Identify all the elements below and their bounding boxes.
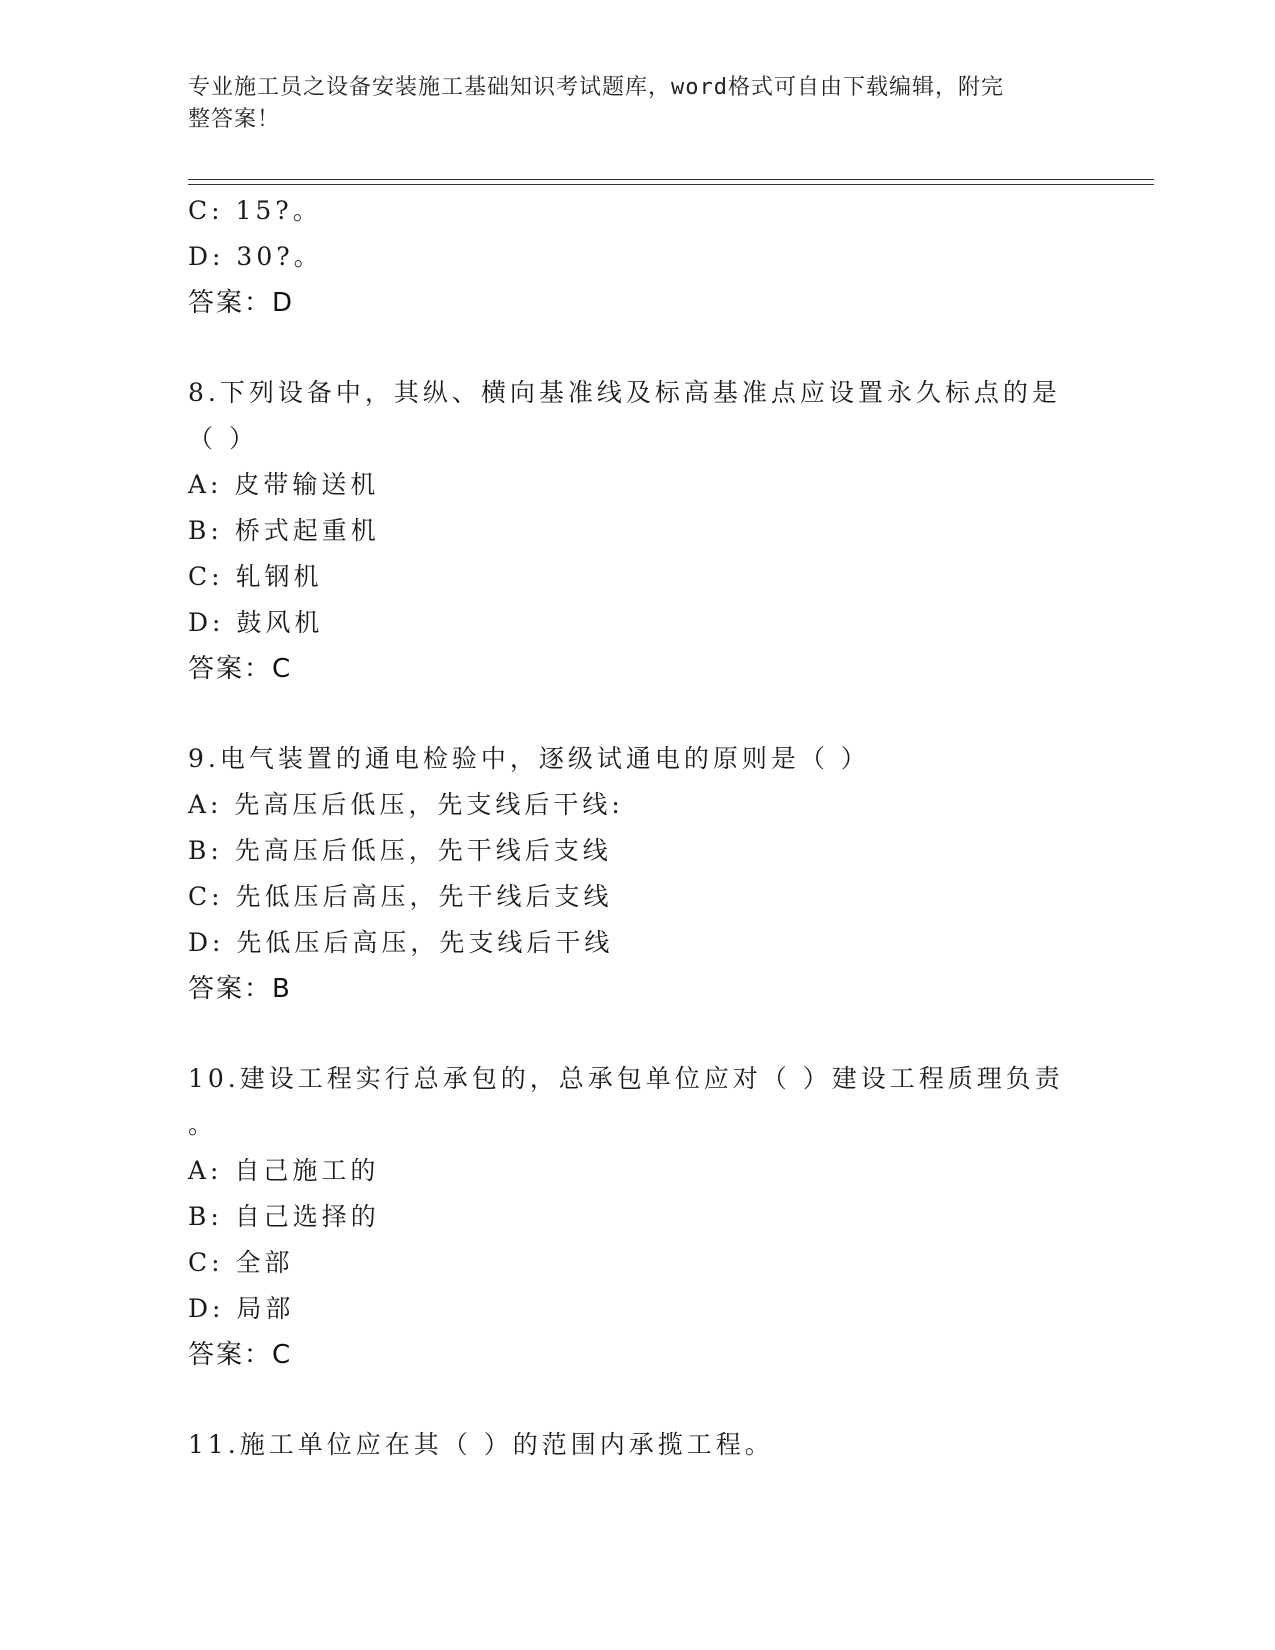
q10-answer: 答案：C — [188, 1340, 293, 1370]
q10-stem-line-2: 。 — [188, 1110, 218, 1139]
question-9 — [188, 736, 1088, 1012]
q7-answer: 答案：D — [188, 288, 295, 318]
document-header — [188, 72, 1068, 136]
header-divider-bottom — [188, 184, 1154, 185]
header-line-2: 整答案！ — [188, 107, 281, 132]
question-11 — [188, 1422, 1088, 1468]
q10-option-b: B: 自己选择的 — [188, 1202, 380, 1231]
q8-option-a: A: 皮带输送机 — [188, 470, 380, 499]
q10-stem-line-1: 10.建设工程实行总承包的，总承包单位应对（ ）建设工程质理负责 — [188, 1064, 1064, 1093]
q8-stem-line-1: 8.下列设备中，其纵、横向基准线及标高基准点应设置永久标点的是 — [188, 378, 1061, 407]
q10-option-a: A: 自己施工的 — [188, 1156, 380, 1185]
q9-answer: 答案：B — [188, 974, 292, 1004]
q9-stem-line-1: 9.电气装置的通电检验中，逐级试通电的原则是（ ） — [188, 744, 870, 773]
q9-option-a: A: 先高压后低压，先支线后干线: — [188, 790, 624, 819]
q9-option-c: C: 先低压后高压，先干线后支线 — [188, 882, 613, 911]
question-list — [188, 188, 1088, 1468]
q7-option-c: C: 15?。 — [188, 196, 322, 225]
q8-option-b: B: 桥式起重机 — [188, 516, 380, 545]
question-8 — [188, 370, 1088, 692]
spacer — [188, 1012, 1088, 1056]
q10-option-d: D: 局部 — [188, 1294, 295, 1323]
q8-stem-line-2: （ ） — [188, 424, 258, 453]
question-10 — [188, 1056, 1088, 1378]
q8-option-d: D: 鼓风机 — [188, 608, 324, 637]
q9-option-d: D: 先低压后高压，先支线后干线 — [188, 928, 614, 957]
q7-option-d: D: 30?。 — [188, 242, 323, 271]
question-7 — [188, 188, 1088, 326]
q8-answer: 答案：C — [188, 654, 293, 684]
q11-stem-line-1: 11.施工单位应在其（ ）的范围内承揽工程。 — [188, 1430, 774, 1459]
header-line-1: 专业施工员之设备安装施工基础知识考试题库，word格式可自由下载编辑，附完 — [188, 75, 1004, 100]
q8-option-c: C: 轧钢机 — [188, 562, 323, 591]
spacer — [188, 1378, 1088, 1422]
spacer — [188, 692, 1088, 736]
q9-option-b: B: 先高压后低压，先干线后支线 — [188, 836, 612, 865]
spacer — [188, 326, 1088, 370]
header-divider-top — [188, 179, 1154, 180]
q10-option-c: C: 全部 — [188, 1248, 294, 1277]
